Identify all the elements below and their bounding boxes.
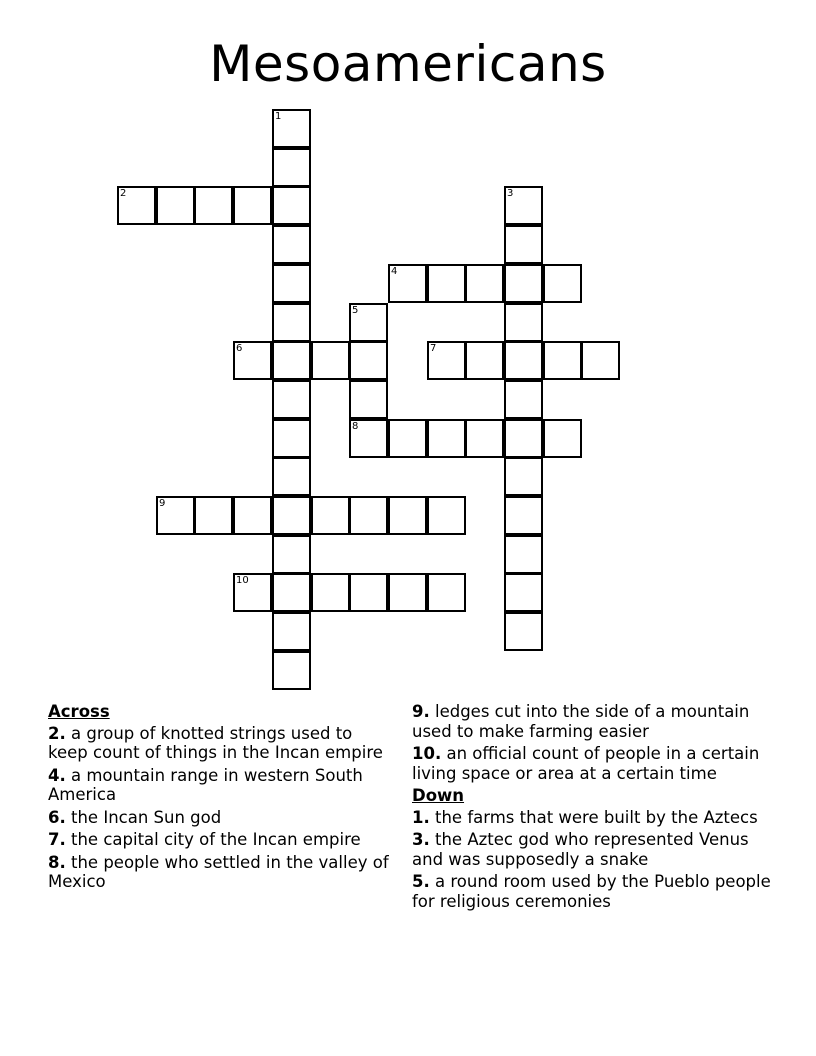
grid-cell[interactable] [272, 186, 311, 225]
grid-cell[interactable] [272, 303, 311, 342]
clue-text: a mountain range in western South America [48, 765, 363, 804]
grid-cell[interactable] [156, 496, 195, 535]
grid-cell[interactable] [349, 303, 388, 342]
grid-cell[interactable] [465, 341, 504, 380]
grid-cell[interactable] [311, 341, 350, 380]
grid-cell[interactable] [427, 264, 466, 303]
grid-cell[interactable] [272, 380, 311, 419]
clue-number: 5. [412, 872, 430, 891]
grid-cell[interactable] [349, 496, 388, 535]
grid-cell[interactable] [349, 341, 388, 380]
grid-cell[interactable] [504, 341, 543, 380]
clue-number: 3. [412, 830, 430, 849]
clue-text: the farms that were built by the Aztecs [435, 807, 758, 827]
cell-number: 3 [507, 188, 514, 199]
clue-text: a round room used by the Pueblo people for religious ceremonies [412, 872, 771, 911]
grid-cell[interactable] [504, 186, 543, 225]
grid-cell[interactable] [349, 380, 388, 419]
grid-cell[interactable] [272, 573, 311, 612]
grid-cell[interactable] [581, 341, 620, 380]
clue-across-7 [48, 830, 393, 850]
clue-down-5 [412, 872, 772, 911]
cell-number: 7 [430, 343, 437, 354]
grid-cell[interactable] [311, 496, 350, 535]
grid-cell[interactable] [427, 419, 466, 458]
grid-cell[interactable] [427, 573, 466, 612]
grid-cell[interactable] [272, 496, 311, 535]
grid-cell[interactable] [272, 225, 311, 264]
clue-text: the people who settled in the valley of Mexico [48, 852, 389, 891]
clue-number: 1. [412, 807, 430, 827]
clue-number: 6. [48, 807, 66, 827]
clue-number: 7. [48, 830, 66, 849]
clue-across-10 [412, 744, 772, 783]
clue-down-1 [412, 808, 772, 828]
down-heading: Down [412, 786, 465, 805]
grid-cell[interactable] [388, 496, 427, 535]
clue-number: 9. [412, 702, 430, 721]
grid-cell[interactable] [272, 612, 311, 651]
across-heading: Across [48, 702, 110, 721]
grid-cell[interactable] [504, 225, 543, 264]
grid-cell[interactable] [233, 341, 272, 380]
clue-text: the Aztec god who represented Venus and was supposedly a snake [412, 830, 749, 869]
grid-cell[interactable] [272, 109, 311, 148]
grid-cell[interactable] [349, 573, 388, 612]
grid-cell[interactable] [272, 341, 311, 380]
grid-cell[interactable] [427, 341, 466, 380]
clue-text: the capital city of the Incan empire [71, 830, 361, 849]
grid-cell[interactable] [233, 573, 272, 612]
grid-cell[interactable] [465, 264, 504, 303]
grid-cell[interactable] [272, 419, 311, 458]
grid-cell[interactable] [156, 186, 195, 225]
cell-number: 5 [352, 305, 359, 316]
cell-number: 10 [236, 575, 249, 586]
grid-cell[interactable] [233, 186, 272, 225]
grid-cell[interactable] [117, 186, 156, 225]
grid-cell[interactable] [272, 148, 311, 187]
grid-cell[interactable] [504, 264, 543, 303]
clue-number: 2. [48, 723, 66, 743]
grid-cell[interactable] [465, 419, 504, 458]
cell-number: 9 [159, 498, 166, 509]
grid-cell[interactable] [388, 419, 427, 458]
cell-number: 8 [352, 421, 359, 432]
clue-across-6 [48, 808, 393, 828]
grid-cell[interactable] [272, 535, 311, 574]
grid-cell[interactable] [272, 264, 311, 303]
grid-cell[interactable] [504, 419, 543, 458]
grid-cell[interactable] [388, 573, 427, 612]
clue-across-9 [412, 702, 772, 741]
clue-number: 10. [412, 744, 442, 763]
grid-cell[interactable] [504, 496, 543, 535]
grid-cell[interactable] [504, 380, 543, 419]
grid-cell[interactable] [543, 264, 582, 303]
page-title: Mesoamericans [209, 35, 607, 93]
grid-cell[interactable] [194, 496, 233, 535]
grid-cell[interactable] [543, 341, 582, 380]
grid-cell[interactable] [504, 612, 543, 651]
cell-number: 6 [236, 343, 243, 354]
grid-cell[interactable] [504, 457, 543, 496]
clue-across-4 [48, 766, 393, 805]
clue-text: an official count of people in a certain living space or area at a certain time [412, 744, 760, 783]
cell-number: 4 [391, 266, 398, 277]
clue-across-8 [48, 853, 393, 892]
clue-down-3 [412, 830, 772, 869]
clue-text: a group of knotted strings used to keep count of things in the Incan empire [48, 723, 383, 762]
clues-column-right [412, 702, 772, 914]
cell-number: 1 [275, 111, 282, 122]
grid-cell[interactable] [504, 535, 543, 574]
grid-cell[interactable] [349, 419, 388, 458]
grid-cell[interactable] [504, 573, 543, 612]
grid-cell[interactable] [504, 303, 543, 342]
grid-cell[interactable] [272, 457, 311, 496]
grid-cell[interactable] [388, 264, 427, 303]
grid-cell[interactable] [543, 419, 582, 458]
clue-text: the Incan Sun god [71, 807, 222, 827]
clue-text: ledges cut into the side of a mountain used to make farming easier [412, 702, 750, 741]
grid-cell[interactable] [311, 573, 350, 612]
grid-cell[interactable] [272, 651, 311, 690]
clue-number: 8. [48, 852, 66, 872]
clue-number: 4. [48, 765, 66, 785]
grid-cell[interactable] [427, 496, 466, 535]
clues-column-left [48, 702, 393, 895]
clue-across-2 [48, 724, 393, 763]
cell-number: 2 [120, 188, 127, 199]
grid-cell[interactable] [233, 496, 272, 535]
grid-cell[interactable] [194, 186, 233, 225]
